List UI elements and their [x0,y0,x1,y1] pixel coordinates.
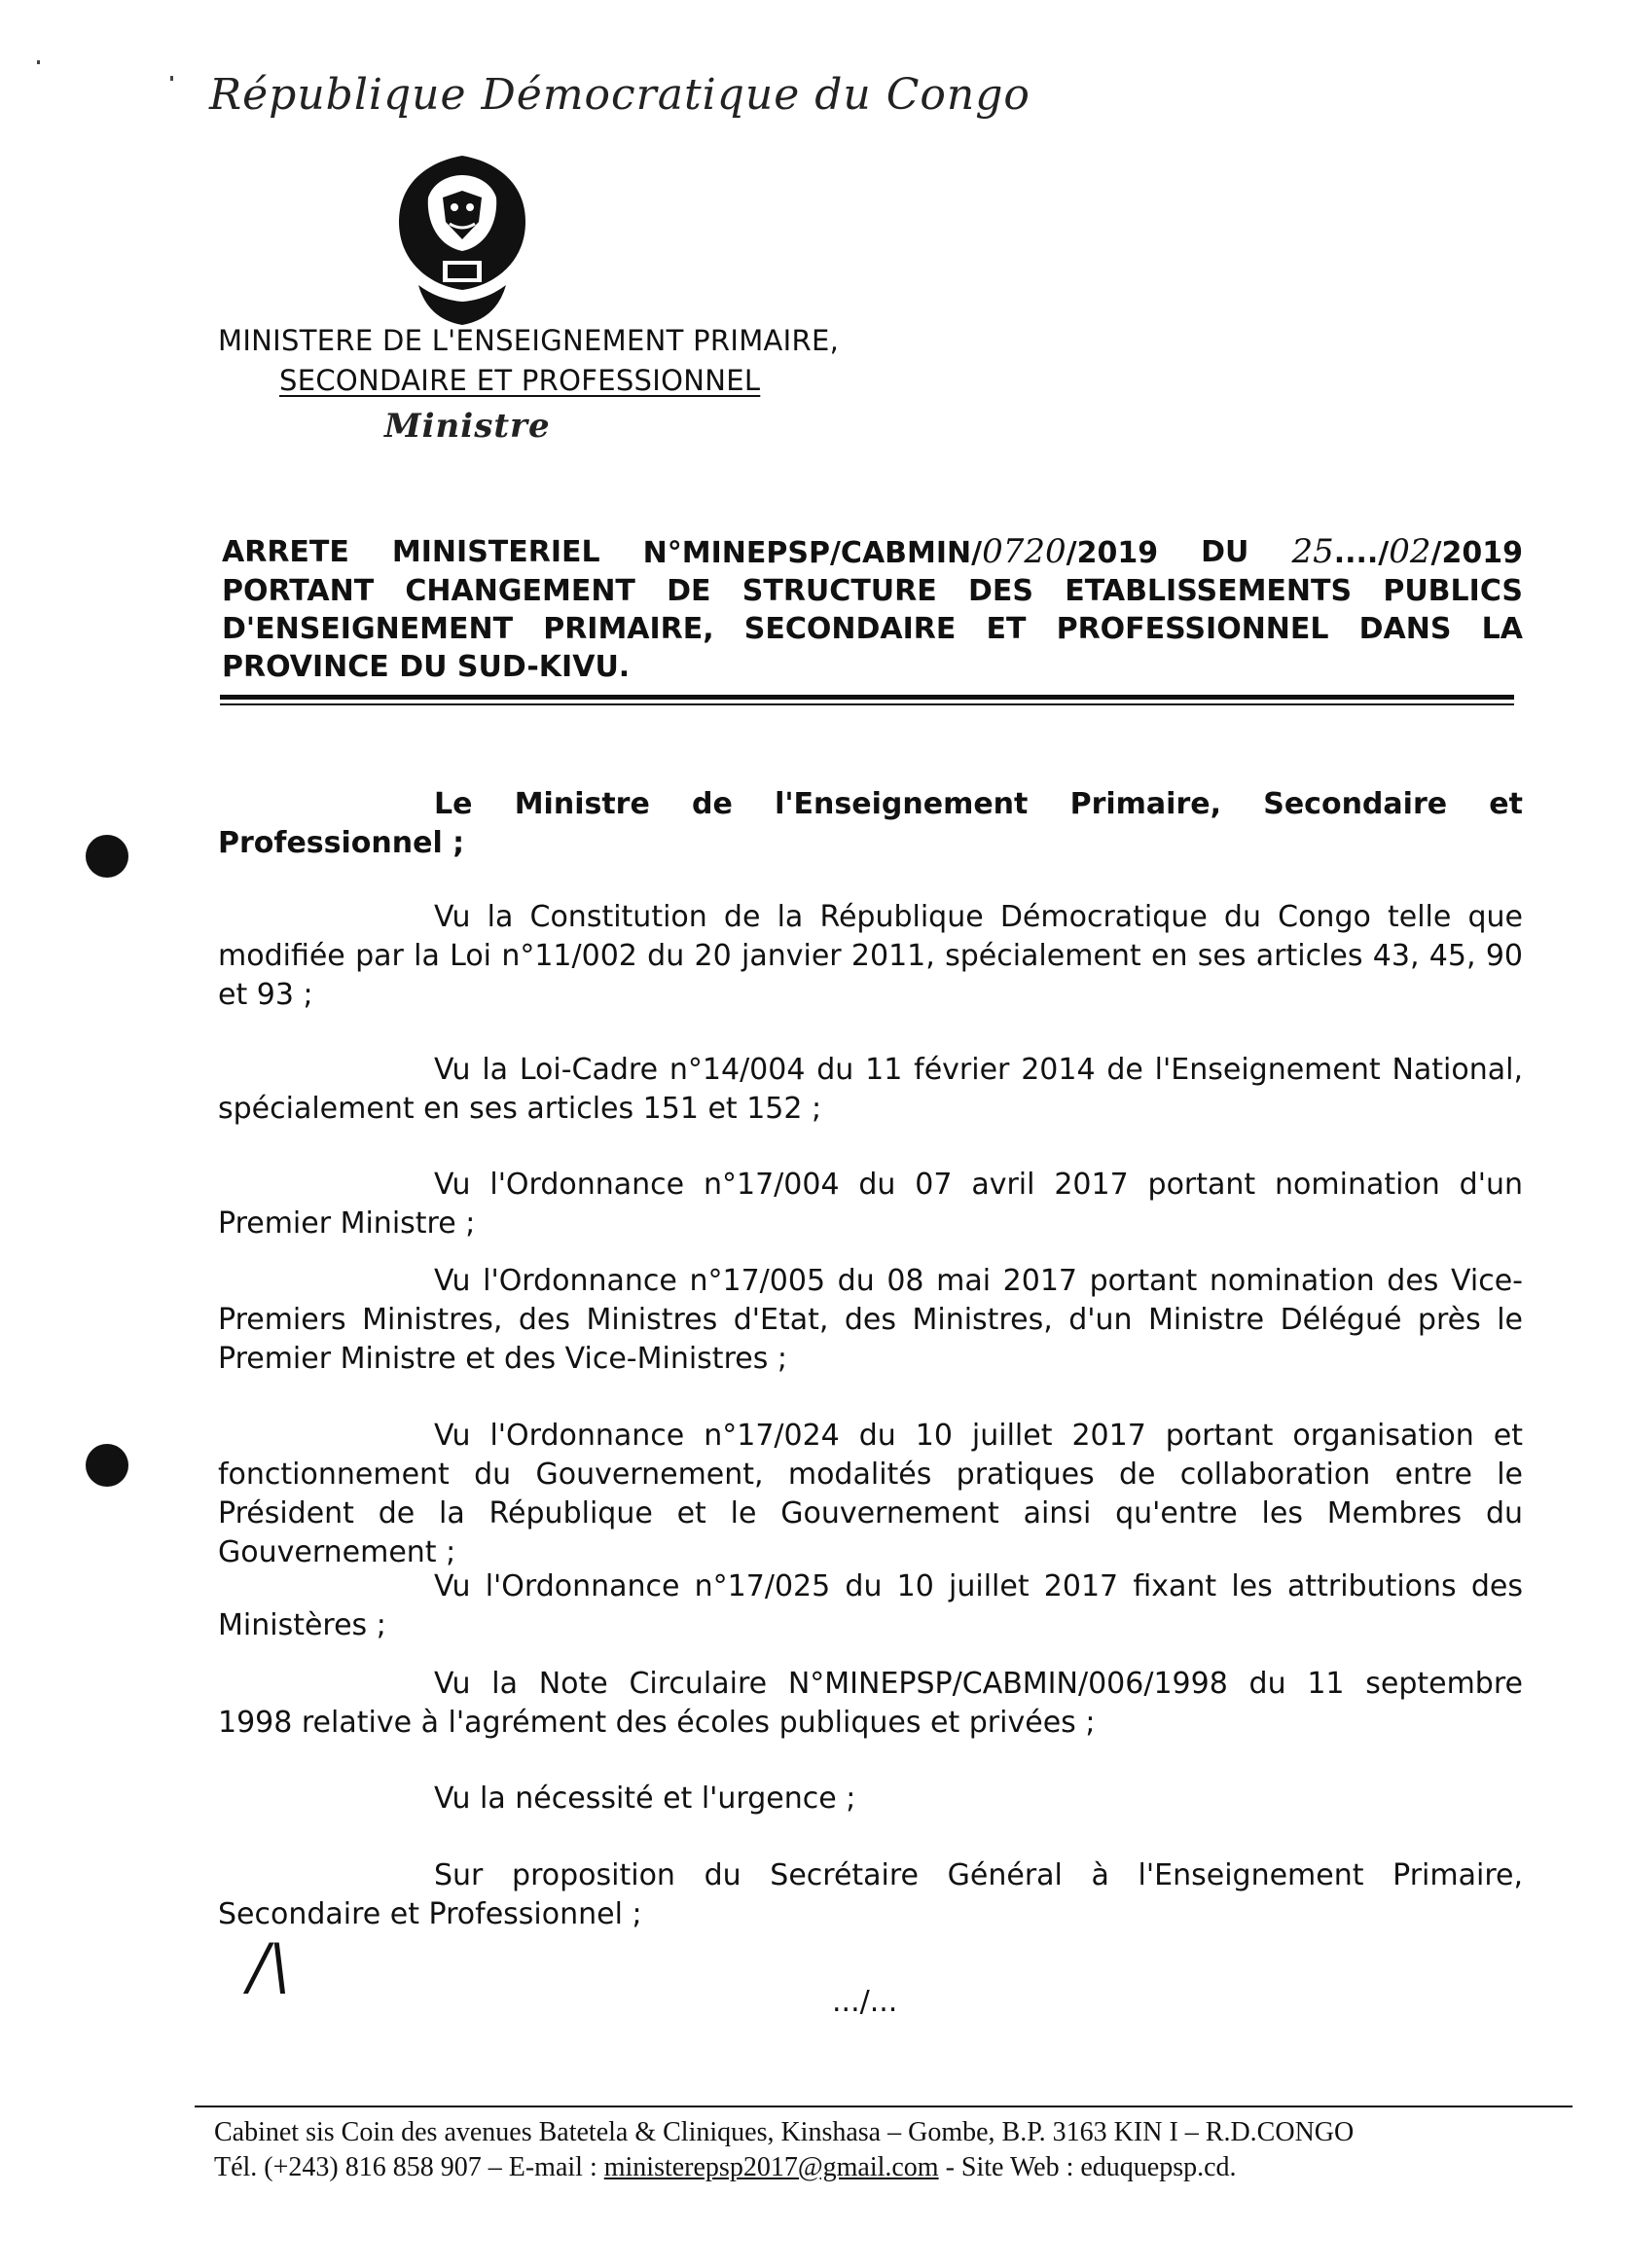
decree-number: N°MINEPSP/CABMIN/0720/2019 [642,532,1159,571]
punch-hole [86,835,128,878]
preamble-vu-note-circulaire: Vu la Note Circulaire N°MINEPSP/CABMIN/006/1998 du 11 septembre 1998 relative à l'agrément des écoles publiques et privées ; [218,1667,1523,1740]
decree-title [222,533,1523,686]
preamble-vu-ordonnance-17-025: Vu l'Ordonnance n°17/025 du 10 juillet 2017 fixant les attributions des Ministères ; [218,1569,1523,1642]
title-word: ARRETE [222,535,349,569]
title-word: DU [1201,535,1249,569]
preamble-vu-ordonnance-17-024: Vu l'Ordonnance n°17/024 du 10 juillet 2017 portant organisation et fonctionnement du Gouvernement, modalités pratiques de collaboration entre le Président de la République et le Gouvernement ainsi qu'entre les Membres du Gouvernement ; [218,1419,1523,1569]
footer-divider [195,2106,1573,2107]
title-divider [220,695,1514,700]
footer-email-link[interactable]: ministerepsp2017@gmail.com [603,2152,939,2182]
footer-contact: Tél. (+243) 816 858 907 – E-mail : ministerepsp2017@gmail.com - Site Web : eduquepsp.cd. [214,2152,1237,2182]
scan-speck [37,60,40,64]
preamble-vu-ordonnance-17-005: Vu l'Ordonnance n°17/005 du 08 mai 2017 portant nomination des Vice-Premiers Ministres, des Ministres d'Etat, des Ministres, d'un Ministre Délégué près le Premier Ministre et des Vice-Ministres ; [218,1264,1523,1376]
title-line-4: PROVINCE DU SUD-KIVU. [222,650,631,684]
decree-date: 25..../02/2019 [1291,532,1523,571]
continued-marker: .../... [832,1985,898,2019]
title-divider-thin [220,703,1514,705]
handwritten-month: 02 [1389,532,1431,571]
initial-mark: /\ [248,1931,291,2003]
title-line-1 [222,533,1523,572]
preamble-sur-proposition: Sur proposition du Secrétaire Général à l'Enseignement Primaire, Secondaire et Professionnel ; [218,1858,1523,1931]
preamble-vu-ordonnance-17-004: Vu l'Ordonnance n°17/004 du 07 avril 2017 portant nomination d'un Premier Ministre ; [218,1168,1523,1241]
republic-heading: République Démocratique du Congo [209,70,1030,120]
handwritten-day: 25 [1291,532,1334,571]
footer-website-link[interactable]: eduquepsp.cd. [1080,2152,1237,2182]
scan-speck [170,76,173,81]
preamble-intro: Le Ministre de l'Enseignement Primaire, Secondaire et Professionnel ; [218,787,1523,860]
title-word: MINISTERIEL [391,535,600,569]
ministry-name-line1: MINISTERE DE L'ENSEIGNEMENT PRIMAIRE, [218,324,840,357]
punch-hole [86,1444,128,1487]
coat-of-arms-icon [389,154,535,329]
handwritten-number: 0720 [982,532,1067,571]
preamble-vu-urgence: Vu la nécessité et l'urgence ; [434,1782,856,1816]
title-line-3: D'ENSEIGNEMENT PRIMAIRE, SECONDAIRE ET PROFESSIONNEL DANS LA [222,612,1523,646]
preamble-vu-constitution: Vu la Constitution de la République Démocratique du Congo telle que modifiée par la Loi n°11/002 du 20 janvier 2011, spécialement en ses articles 43, 45, 90 et 93 ; [218,900,1523,1012]
title-line-2: PORTANT CHANGEMENT DE STRUCTURE DES ETABLISSEMENTS PUBLICS [222,574,1523,608]
footer-address: Cabinet sis Coin des avenues Batetela & Cliniques, Kinshasa – Gombe, B.P. 3163 KIN I – R.D.CONGO [214,2117,1355,2147]
preamble-vu-loi-cadre: Vu la Loi-Cadre n°14/004 du 11 février 2014 de l'Enseignement National, spécialement en ses articles 151 et 152 ; [218,1053,1523,1126]
ministre-label: Ministre [384,407,551,446]
ministry-name-line2: SECONDAIRE ET PROFESSIONNEL [279,364,761,397]
